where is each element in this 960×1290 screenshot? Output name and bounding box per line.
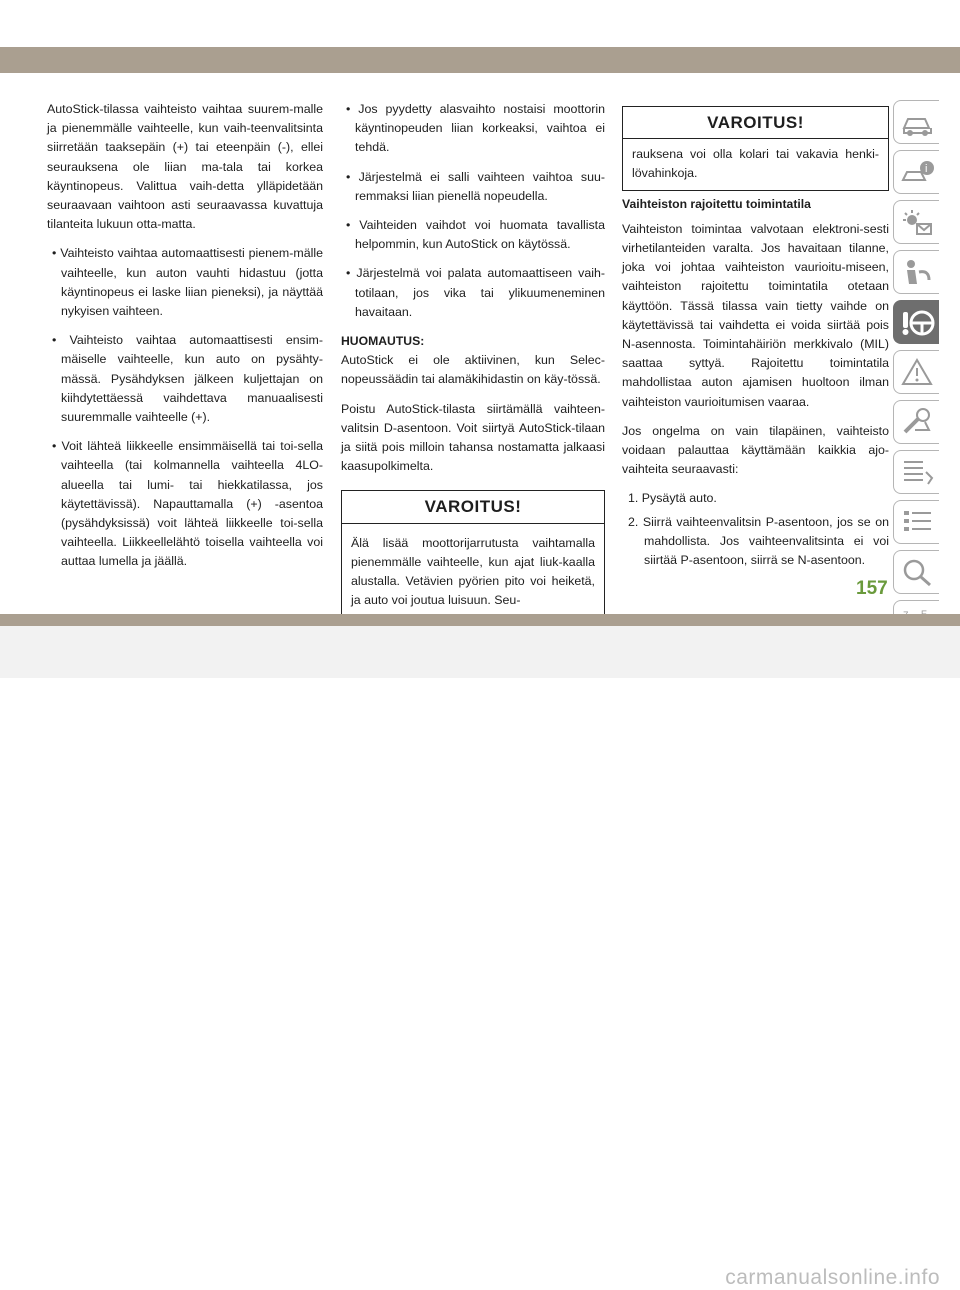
- tab-dashboard-lights[interactable]: [893, 200, 939, 244]
- starting-driving-icon: [901, 308, 935, 338]
- tab-specifications[interactable]: [893, 500, 939, 544]
- header-band: [0, 47, 960, 73]
- exit-autostick-paragraph: Poistu AutoStick-tilasta siirtämällä vaihteen-valitsin D-asentoon. Voit siirtyä AutoStick-tilaan ja siitä pois milloin tahansa nostamatta jalkaasi kaasupolkimelta.: [341, 401, 605, 474]
- footer-band: [0, 614, 960, 626]
- bullet-item: • Järjestelmä voi palata automaattiseen vaih-totilaan, jos vika tai ylikuumeneminen havaitaan.: [346, 266, 606, 319]
- footer-area: [0, 626, 960, 1289]
- warning-body: [623, 139, 888, 189]
- step-item: 2. Siirrä vaihteenvalitsin P-asentoon, jos se on mahdollista. Jos vaihteenvalitsinta ei voi siirtää P-asentoon, siirrä se N-asentoon.: [628, 514, 889, 568]
- top-margin: [0, 0, 960, 47]
- warning-body: [342, 524, 604, 617]
- warning-triangle-icon: [901, 358, 935, 388]
- column-2: [341, 100, 605, 617]
- column-1: [47, 100, 323, 582]
- warning-box: [341, 490, 605, 617]
- watermark-text: carmanualsonline.info: [725, 1266, 940, 1289]
- warning-text: rauksena voi olla kolari tai vakavia henki-lövahinkoja.: [632, 147, 879, 181]
- service-wrench-icon: [901, 408, 935, 438]
- safety-airbag-icon: [901, 258, 935, 288]
- note-heading: HUOMAUTUS:: [341, 334, 425, 349]
- step-item: 1. Pysäytä auto.: [628, 491, 717, 506]
- bullet-item: • Voit lähteä liikkeelle ensimmäisellä tai toi-sella vaihteella (tai kolmannella vaihteella 4LO-alueella tai lumi- tai hiekkatilassa, jos käytettävissä). Napauttamalla (+) -asentoa (pysähdyksissä) voit lähteä liikkeelle toi-sella vaihteella. Liikkeellelähtö toisella vaihteella voi auttaa lumella ja jäällä.: [52, 439, 324, 569]
- bullet-item: • Järjestelmä ei salli vaihteen vaihtoa suu-remmaksi liian pienellä nopeudella.: [346, 169, 605, 203]
- specifications-list-icon: [901, 508, 935, 538]
- bullet-item: • Vaihteisto vaihtaa automaattisesti pienem-mälle vaihteelle, kun auton vauhti hidastuu (jotta käyntinopeus ei laske liian pieneksi), ja näyttää nykyisen vaihteen.: [52, 246, 323, 319]
- column-3: [622, 106, 889, 580]
- maintenance-list-icon: [901, 458, 935, 488]
- svg-text:i: i: [925, 163, 928, 175]
- warning-title: VAROITUS!: [342, 491, 604, 523]
- warning-text: Älä lisää moottorijarrutusta vaihtamalla pienemmälle vaihteelle, kun ajat liuk-kaalla alustalla. Vetävien pyörien pito voi heiketä, ja auto voi joutua luisuun. Seu-: [351, 535, 595, 608]
- tab-service[interactable]: [893, 400, 939, 444]
- search-index-icon: [901, 558, 935, 588]
- tab-index[interactable]: [893, 550, 939, 594]
- car-alert-icon: [901, 158, 935, 188]
- bullet-item: • Vaihteisto vaihtaa automaattisesti ensim-mäiselle vaihteelle, kun auto on pysähty-mässä. Pysähdyksen jälkeen kuljettajan on kiihdytettäessä vaihdettava manuaalisesti suuremmalle vaihteelle (+).: [52, 333, 323, 425]
- tab-starting-driving[interactable]: [893, 300, 939, 344]
- recovery-paragraph: Jos ongelma on vain tilapäinen, vaihteisto voidaan palauttaa käyttämään kaikkia ajo-vaihteita seuraavasti:: [622, 423, 889, 477]
- note-text: AutoStick ei ole aktiivinen, kun Selec-nopeussäädin tai alamäkihidastin on käy-tössä.: [341, 353, 605, 387]
- limp-mode-paragraph: Vaihteiston toimintaa valvotaan elektroni-sesti virhetilanteiden varalta. Jos havaitaan tilanne, joka voi johtaa vaihteiston vaurioitu-miseen, vaihteiston rajoitettu toimintatila otetaan käyttöön. Tässä tilassa vain tietty vaihde on käytettävissä tai vaihdetta ei voida siirtää pois N-asennosta. Toimintahäiriön merkkivalo (MIL) saattaa syttyä. Rajoitettu toimintatila mahdollistaa auton ajamisen huoltoon ilman vaihteiston vaurioitumisen vaaraa.: [622, 221, 889, 409]
- tab-warning[interactable]: [893, 350, 939, 394]
- tab-car-alert[interactable]: [893, 150, 939, 194]
- car-info-icon: [901, 108, 935, 138]
- bullet-item: • Jos pyydetty alasvaihto nostaisi moottorin käyntinopeuden liian korkeaksi, vaihtoa ei tehdä.: [346, 102, 605, 155]
- intro-paragraph: AutoStick-tilassa vaihteisto vaihtaa suurem-malle ja pienemmälle vaihteelle, kun vaih-teenvalitsinta siirretään taaksepäin (+) tai eteenpäin (-), ellei seurauksena ole liian ma-tala tai korkea käyntinopeus. Valittua vaih-detta ylläpidetään seuraavaan vaihtoon asti seuraavassa kuvattuja tilanteita lukuun otta-matta.: [47, 102, 323, 232]
- tab-car-info[interactable]: [893, 100, 939, 144]
- chapter-tabs: [893, 100, 939, 650]
- section-heading: Vaihteiston rajoitettu toimintatila: [622, 196, 811, 211]
- tab-safety[interactable]: [893, 250, 939, 294]
- tab-maintenance[interactable]: [893, 450, 939, 494]
- bullet-item: • Vaihteiden vaihdot voi huomata tavallista helpommin, kun AutoStick on käytössä.: [346, 218, 605, 252]
- warning-box-continued: [622, 106, 889, 191]
- page-number: 157: [856, 578, 888, 599]
- dashboard-lights-icon: [901, 208, 935, 238]
- warning-title: VAROITUS!: [623, 107, 888, 139]
